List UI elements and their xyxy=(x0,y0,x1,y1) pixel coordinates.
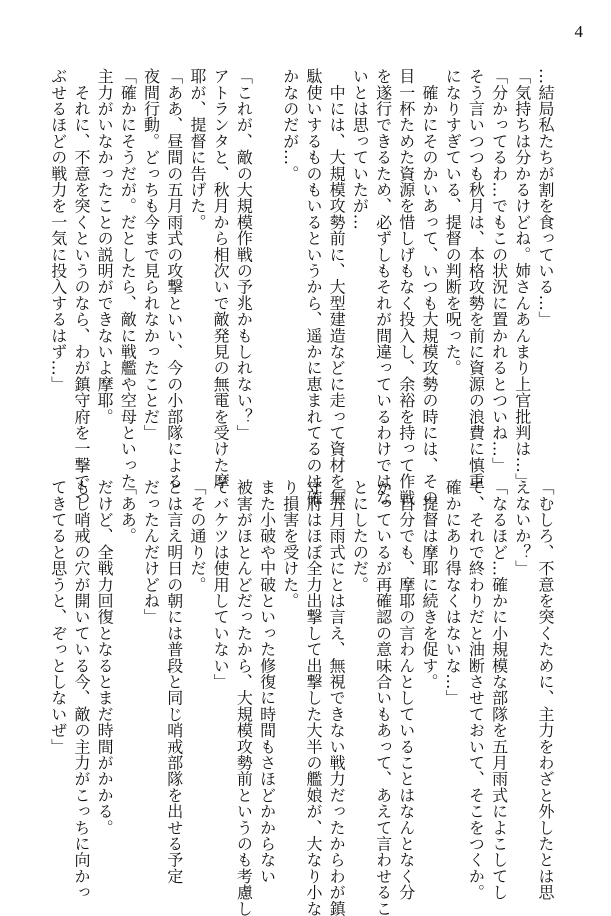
body-text-lower: 「むしろ、不意を突くために、主力をわざと外したとは思 えないか？」 「なるほど…確かに小規模な部隊を五月雨式によこしてし て、それで終わりだと油断させておいて、そこをつくか。 確かにあり得なくはないな…」 提督は摩耶に続きを促す。 自分でも、摩耶の言わんとしていることはなんとなく分 かっているが再確認の意味合いもあって、あえて言わせるこ とにしたのだ。 「五月雨式にとは言え、無視できない戦力だったからわが鎮 守府はほぼ全力出撃して出撃した大半の艦娘が、大なり小な り損害を受けた。 また小破や中破といった修復に時間もさほどかからない 被害がほとんどだったから、大規模攻勢前というのも考慮し てバケツは使用していない」 「その通りだ。 とは言え明日の朝には普段と同じ哨戒部隊を出せる予定 だったんだけどね」 「ああ。 だけど、全戦力回復となるとまだ時間がかかる。 もし哨戒の穴が開いている今、敵の主力がこっちに向かっ てきてると思うと、ぞっとしないぜ」 xyxy=(48,479,555,916)
body-text-upper: …結局私たちが割を食っている…」 「気持ちは分かるけどね。姉さんあんまり上官批判は…」 「分かってるわ…でもこの状況に置かれるとついね…」 そう言いつつも秋月は、本格攻勢を前に資源の浪費に慎重 になりすぎている、提督の判断を呪った。 確かにそのかいあって、いつも大規模攻勢の時には、その 目一杯ためた資源を惜しげもなく投入し、余裕を持って作戦 を遂行できるため、必ずしもそれが間違っているわけではな いとは思っていたが… 中には、大規模攻勢前に、大型建造などに走って資材を無 駄使いするものもいるというから、遥かに恵まれてるのは確 かなのだが…。 「これが、敵の大規模作戦の予兆かもしれない？」 アトランタと、秋月から相次いで敵発見の無電を受けた摩 耶が、提督に告げた。 「ああ、昼間の五月雨式の攻撃といい、今の小部隊による 夜間行動。どっちも今まで見られなかったことだ」 「確かにそうだが。だとしたら、敵に戦艦や空母といった 主力がいなかったことの説明ができないよ摩耶。 それに、不意を突くというのなら、わが鎮守府を一撃でつ ぶせるほどの戦力を一気に投入するはず…」 xyxy=(48,68,555,506)
page-number: 4 xyxy=(574,22,583,41)
